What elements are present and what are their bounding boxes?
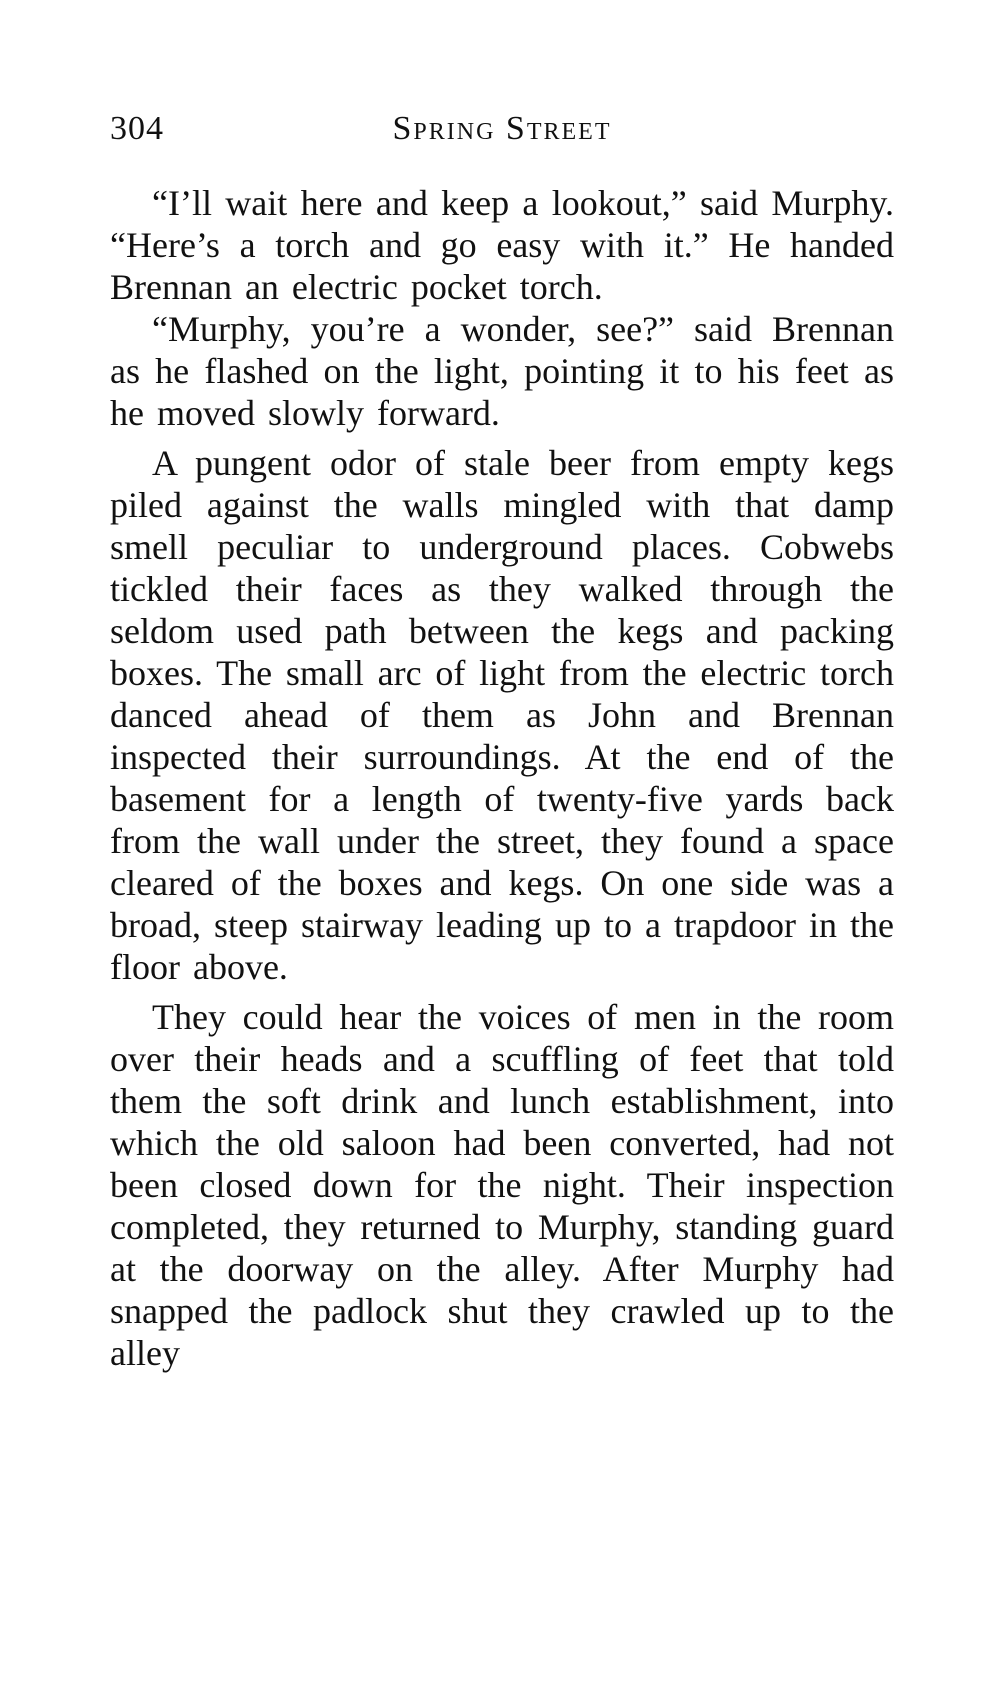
paragraph: “I’ll wait here and keep a lookout,” said Murphy. “Here’s a torch and go easy with it.” He handed Brennan an electric pocket torch.	[110, 183, 894, 307]
running-head: Spring Street	[392, 110, 612, 147]
body-text	[110, 182, 894, 1374]
paragraph: A pungent odor of stale beer from empty kegs piled against the walls mingled with that damp smell peculiar to underground places. Cobwebs tickled their faces as they walked through the seldom used path between the kegs and packing boxes. The small arc of light from the electric torch danced ahead of them as John and Brennan inspected their surroundings. At the end of the basement for a length of twenty-five yards back from the wall under the street, they found a space cleared of the boxes and kegs. On one side was a broad, steep stairway leading up to a trapdoor in the floor above.	[110, 443, 894, 987]
paragraph: They could hear the voices of men in the room over their heads and a scuffling of feet that told them the soft drink and lunch establishment, into which the old saloon had been converted, had not been closed down for the night. Their inspection completed, they returned to Murphy, standing guard at the doorway on the alley. After Murphy had snapped the padlock shut they crawled up to the alley	[110, 997, 894, 1373]
page-header	[110, 110, 894, 160]
paragraph: “Murphy, you’re a wonder, see?” said Brennan as he flashed on the light, pointing it to his feet as he moved slowly forward.	[110, 309, 894, 433]
page-number: 304	[110, 110, 164, 147]
